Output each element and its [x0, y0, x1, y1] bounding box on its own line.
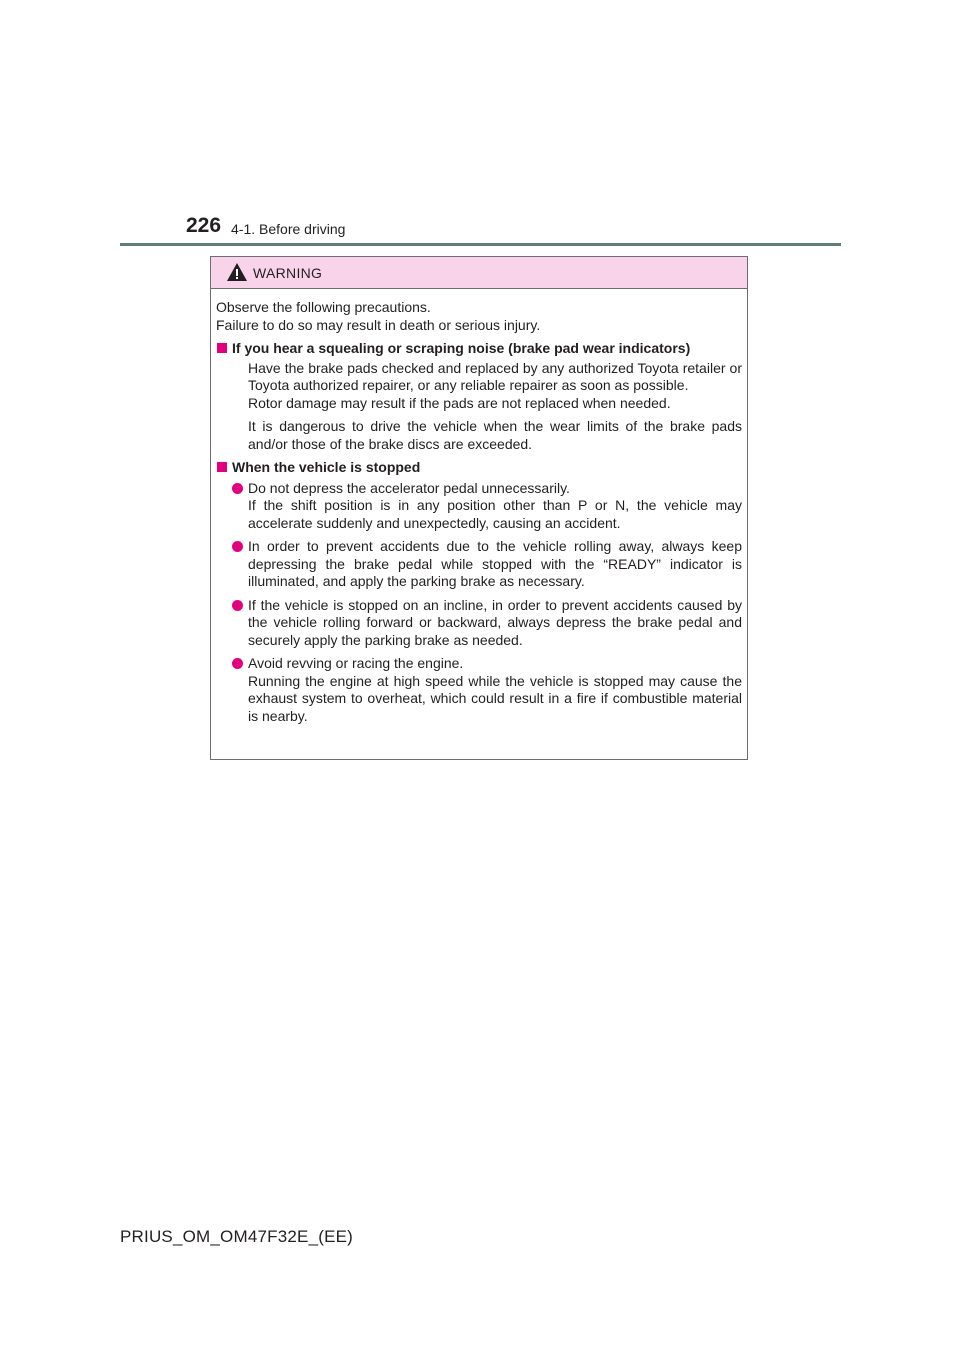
section-heading-text: When the vehicle is stopped: [232, 459, 421, 475]
paragraph-text: Have the brake pads checked and replaced by any authorized Toyota retailer or Toyota authorized repairer, or any reliable repairer as soon as possible.: [248, 359, 742, 393]
warning-header: [211, 257, 747, 289]
warning-triangle-icon: [226, 262, 248, 282]
square-bullet-icon: [217, 462, 227, 472]
list-item: [216, 655, 742, 725]
bullet-lead: Do not depress the accelerator pedal unnecessarily.: [248, 479, 570, 496]
square-bullet-icon: [217, 343, 227, 353]
header-rule: [120, 243, 841, 246]
circle-bullet-icon: [232, 541, 243, 552]
bullet-lead: In order to prevent accidents due to the vehicle rolling away, always keep depressing the brake pedal while stopped with the “READY” indicator is illuminated, and apply the parking brake as necessary.: [248, 538, 742, 589]
circle-bullet-icon: [232, 600, 243, 611]
bullet-text: Running the engine at high speed while the vehicle is stopped may cause the exhaust system to overheat, which could result in a fire if combustible material is nearby.: [248, 672, 742, 724]
warning-box: [210, 256, 748, 760]
warning-body: [211, 289, 747, 725]
circle-bullet-icon: [232, 483, 243, 494]
list-item: [216, 538, 742, 591]
list-item: [216, 597, 742, 650]
section-heading-vehicle-stopped: [216, 459, 742, 477]
bullet-text: If the shift position is in any position other than P or N, the vehicle may accelerate suddenly and unexpectedly, causing an accident.: [248, 497, 742, 531]
page-number: 226: [186, 214, 222, 237]
section-paragraph: [248, 360, 742, 413]
paragraph-text: Rotor damage may result if the pads are not replaced when needed.: [248, 394, 671, 411]
warning-label: WARNING: [253, 265, 323, 281]
bullet-lead: Avoid revving or racing the engine.: [248, 655, 464, 671]
section-heading-text: If you hear a squealing or scraping noise (brake pad wear indicators): [232, 340, 691, 356]
document-code: PRIUS_OM_OM47F32E_(EE): [120, 1227, 354, 1246]
circle-bullet-icon: [232, 658, 243, 669]
section-heading-brake-noise: [216, 340, 742, 358]
intro-line: Failure to do so may result in death or serious injury.: [216, 316, 541, 333]
section-paragraph: It is dangerous to drive the vehicle when the wear limits of the brake pads and/or those of the brake discs are exceeded.: [248, 418, 742, 452]
bullet-lead: If the vehicle is stopped on an incline, in order to prevent accidents caused by the vehicle rolling forward or backward, always depress the brake pedal and securely apply the parking brake as needed.: [248, 596, 742, 648]
section-title: 4-1. Before driving: [231, 221, 346, 237]
warning-intro: [216, 299, 742, 334]
intro-line: Observe the following precautions.: [216, 299, 431, 315]
list-item: [216, 480, 742, 533]
